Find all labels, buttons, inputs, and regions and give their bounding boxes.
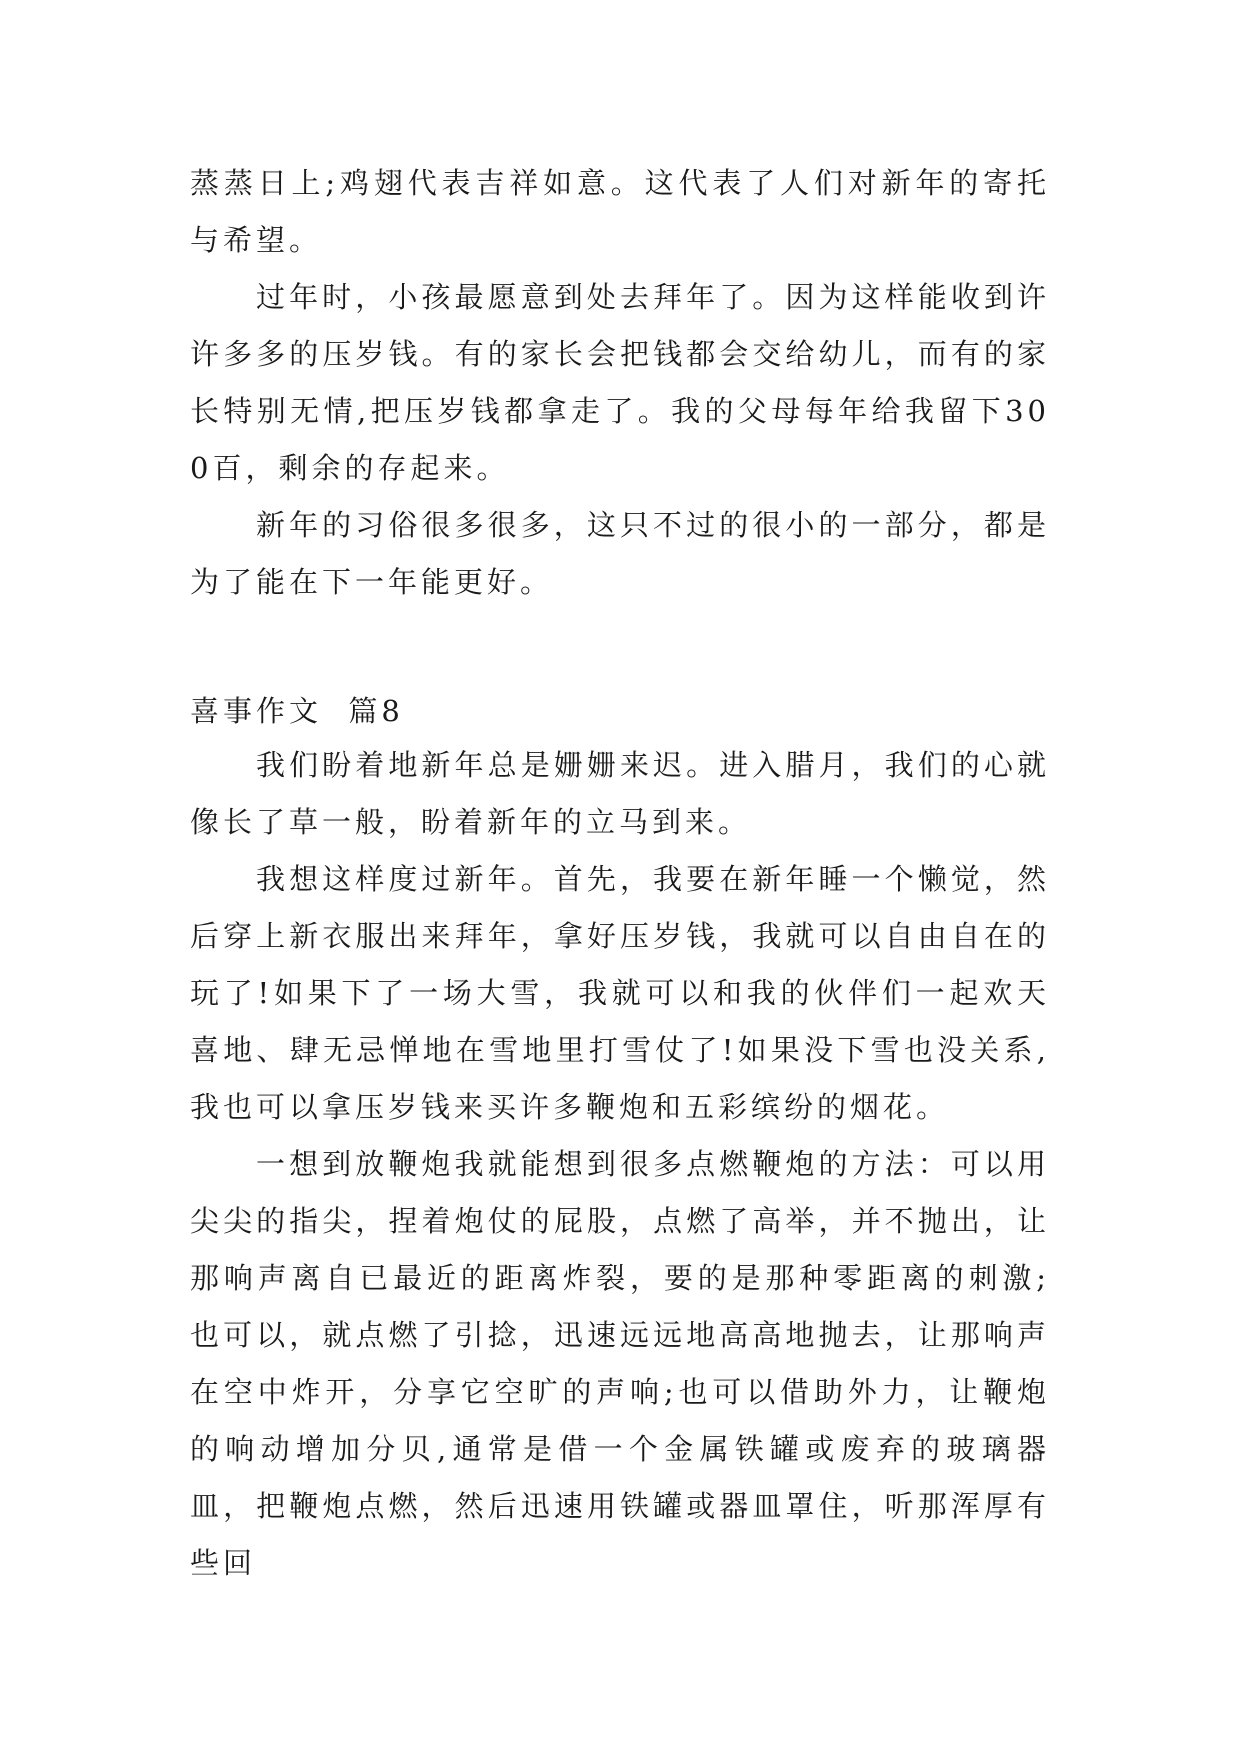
essay-continuation: [190, 155, 1050, 611]
section-heading: 喜事作文 篇8: [190, 694, 404, 728]
paragraph: 我想这样度过新年。首先，我要在新年睡一个懒觉，然后穿上新衣服出来拜年，拿好压岁钱，我就可以自由自在的玩了!如果下了一场大雪，我就可以和我的伙伴们一起欢天喜地、肆无忌惮地在雪地里打雪仗了!如果没下雪也没关系,我也可以拿压岁钱来买许多鞭炮和五彩缤纷的烟花。: [190, 862, 1050, 1124]
paragraph: 过年时，小孩最愿意到处去拜年了。因为这样能收到许许多多的压岁钱。有的家长会把钱都会交给幼儿，而有的家长特别无情,把压岁钱都拿走了。我的父母每年给我留下300百，剩余的存起来。: [190, 280, 1050, 485]
paragraph: 蒸蒸日上;鸡翅代表吉祥如意。这代表了人们对新年的寄托与希望。: [190, 166, 1050, 257]
essay-body: [190, 737, 1050, 1592]
paragraph: 新年的习俗很多很多，这只不过的很小的一部分，都是为了能在下一年能更好。: [190, 508, 1050, 599]
paragraph: 一想到放鞭炮我就能想到很多点燃鞭炮的方法：可以用尖尖的指尖，捏着炮仗的屁股，点燃了高举，并不抛出，让那响声离自已最近的距离炸裂，要的是那种零距离的刺激;也可以，就点燃了引捻，迅速远远地高高地抛去，让那响声在空中炸开，分享它空旷的声响;也可以借助外力，让鞭炮的响动增加分贝,通常是借一个金属铁罐或废弃的玻璃器皿，把鞭炮点燃，然后迅速用铁罐或器皿罩住，听那浑厚有些回: [190, 1147, 1050, 1580]
paragraph: 我们盼着地新年总是姗姗来迟。进入腊月，我们的心就像长了草一般，盼着新年的立马到来。: [190, 748, 1050, 839]
